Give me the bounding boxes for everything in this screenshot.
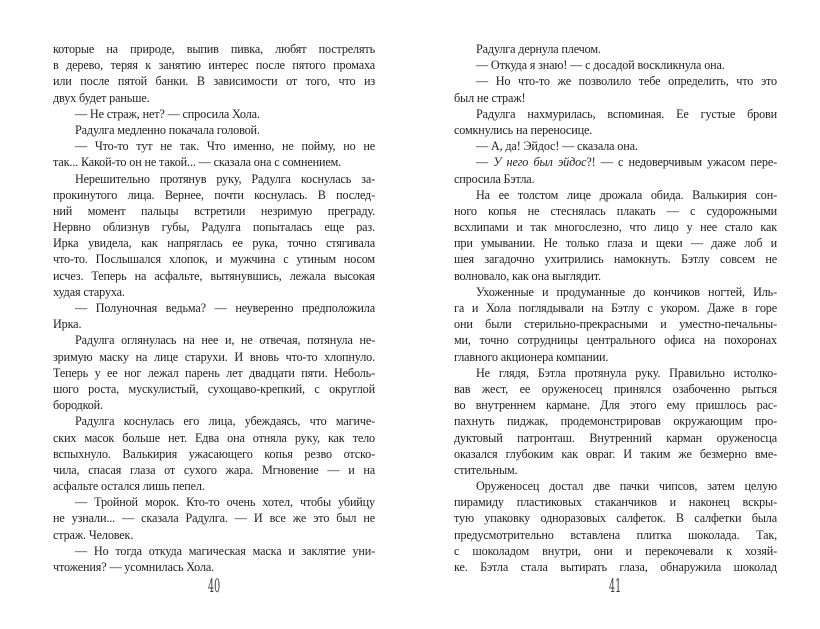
text-line: или после пятой банки. В зависимости от того, что из — [53, 74, 375, 89]
text-line — [454, 154, 777, 170]
text-line: так... Какой-то он не такой... — сказала она с сомнением. — [53, 155, 342, 170]
text-line: спросила Бэтла. — [454, 171, 535, 186]
text-line: во внутреннем кармане. Для этого ему пришлось рас- — [454, 398, 777, 413]
text-line: Радулга оглянулась на нее и, не отвечая, потянула не- — [75, 333, 375, 348]
text-line: Нерешительно протянув руку, Радулга коснулась за- — [75, 171, 375, 186]
text-line: На ее толстом лице дрожала обида. Валькирия сон- — [476, 187, 777, 202]
page-text-block — [53, 41, 375, 575]
text-line: — Тройной морок. Кто-то очень хотел, чтобы убийцу — [75, 495, 375, 510]
text-segment: — — [476, 155, 494, 170]
page-text-block — [454, 41, 777, 575]
text-line: страж. Человек. — [53, 527, 134, 542]
text-line: ний момент пальцы встретили незримую преграду. — [53, 203, 375, 218]
text-line: не узнали... — сказала Радулга. — И все же это был не — [53, 511, 375, 526]
text-line: пахнуть пиджак, продемонстрировав окружающим про- — [454, 414, 777, 429]
text-line: шея загадочно ухитрились намокнуть. Бэтлу совсем не — [454, 252, 777, 267]
page-number-value: 41 — [609, 575, 622, 597]
text-line: тую упаковку одноразовых салфеток. В салфетки была — [454, 511, 777, 526]
text-line: — А, да! Эйдос! — сказала она. — [476, 139, 638, 154]
text-line: исчез. Теперь на асфальте, вытянувшись, лежала высокая — [53, 268, 375, 283]
text-line: зримую маску на лице старухи. И вновь что-то хлопнуло. — [53, 349, 375, 364]
text-line: вспыхнуло. Валькирия ужасающего копья резво отско- — [53, 446, 375, 461]
page-number-value: 40 — [207, 575, 221, 597]
text-line: ских масок больше нет. Едва она отняла руку, как тело — [53, 430, 375, 445]
text-line: оказался глубоким как овраг. И таким же безмерно вме- — [454, 446, 777, 461]
text-line: вав жест, ее оруженосец принялся озабоченно рыться — [454, 381, 777, 396]
text-line: прокинутого лица. Вернее, почти коснулась. В послед- — [53, 187, 375, 202]
text-line: дуктовый патронташ. Внутренний карман оруженосца — [454, 430, 777, 445]
text-line: Оруженосец достал две пачки чипсов, затем целую — [476, 479, 777, 494]
page-number — [454, 575, 777, 597]
text-line: — Полуночная ведьма? — неуверенно предположила — [75, 301, 375, 315]
text-line: волновало, как она выглядит. — [454, 268, 601, 283]
text-line: Нервно облизнув губы, Радулга попыталась еще раз. — [53, 220, 375, 235]
text-line: — Не страж, нет? — спросила Хола. — [75, 106, 260, 121]
text-line: всхлипами и так многослезно, что лицо у нее стало как — [454, 220, 777, 235]
text-line: Радулга коснулась его лица, убеждаясь, что магиче- — [75, 414, 375, 429]
text-line: главного акционера компании. — [454, 349, 609, 364]
text-line: они были стерильно-прекрасными и уместно-печальны- — [454, 317, 777, 332]
text-line: худая старуха. — [53, 284, 125, 299]
text-line: Ирка. — [53, 317, 82, 332]
italic-phrase: У него был эйдос — [493, 155, 587, 170]
text-line: Радулга медленно покачала головой. — [75, 122, 260, 137]
text-line: был не страж! — [454, 90, 526, 105]
text-line: что-то. Послышался хлопок, и мужчина с утиным носом — [53, 252, 375, 267]
text-line: чтожения? — усомнилась Хола. — [53, 560, 215, 574]
text-line: га и Хола поглядывали на Бэтлу с укором. Даже в горе — [454, 301, 777, 315]
text-line: Не глядя, Бэтла протянула руку. Правильно истолко- — [476, 365, 777, 380]
text-line: Радулга дернула плечом. — [476, 42, 601, 56]
text-line: асфальте остался лишь пепел. — [53, 479, 205, 494]
text-line: ке. Бэтла стала вытирать глаза, обнаружила шоколад — [454, 560, 777, 574]
text-line: — Что-то тут не так. Что именно, не пойму, но не — [75, 139, 375, 154]
text-line: шого роста, мускулистый, сухощаво-крепкий, с округлой — [53, 381, 375, 396]
text-line: — Но тогда откуда магическая маска и заклятие уни- — [75, 543, 375, 558]
text-line: сомкнулись на переносице. — [454, 122, 593, 137]
text-line: — Но что-то же позволило тебе определить, что это — [476, 74, 777, 89]
page-number — [53, 575, 375, 597]
text-line: ного копья не стеснялась плакать — с судорожными — [454, 203, 777, 218]
text-line: Ирка увидела, как напряглась ее рука, точно стягивала — [53, 236, 375, 251]
text-line: Ухоженные и продуманные до кончиков ногтей, Иль- — [476, 284, 777, 299]
text-line: чила, спасая глаза от сухого жара. Мгновение — и на — [53, 462, 375, 477]
text-line: ми, точно сотрудницы центрального офиса на похоронах — [454, 333, 777, 348]
text-line: стительным. — [454, 462, 518, 477]
text-line: при умывании. Не только глаза и щеки — даже лоб и — [454, 236, 777, 251]
text-line: пирамиду пластиковых стаканчиков и наконец вскры- — [454, 495, 777, 510]
text-line: бородкой. — [53, 398, 103, 413]
text-line: в дерево, теряя к занятию интерес после пятого промаха — [53, 58, 375, 73]
book-page-left — [53, 41, 375, 597]
text-line: Теперь у ее ног лежал парень лет двадцати пяти. Неболь- — [53, 365, 375, 380]
text-line: предусмотрительно вставлена плитка шоколада. Так, — [454, 527, 777, 542]
text-line: — Откуда я знаю! — с досадой воскликнула она. — [476, 58, 725, 73]
text-line: двух будет раньше. — [53, 90, 150, 105]
text-segment: ?! — с недоверчивым ужасом пере- — [586, 155, 777, 170]
book-page-right — [454, 41, 777, 597]
text-line: с шоколадом внутри, они и перекочевали к хозяй- — [454, 543, 777, 558]
text-line: которые на природе, выпив пивка, любят пострелять — [53, 42, 375, 56]
text-line: Радулга нахмурилась, вспоминая. Ее густые брови — [476, 106, 777, 121]
